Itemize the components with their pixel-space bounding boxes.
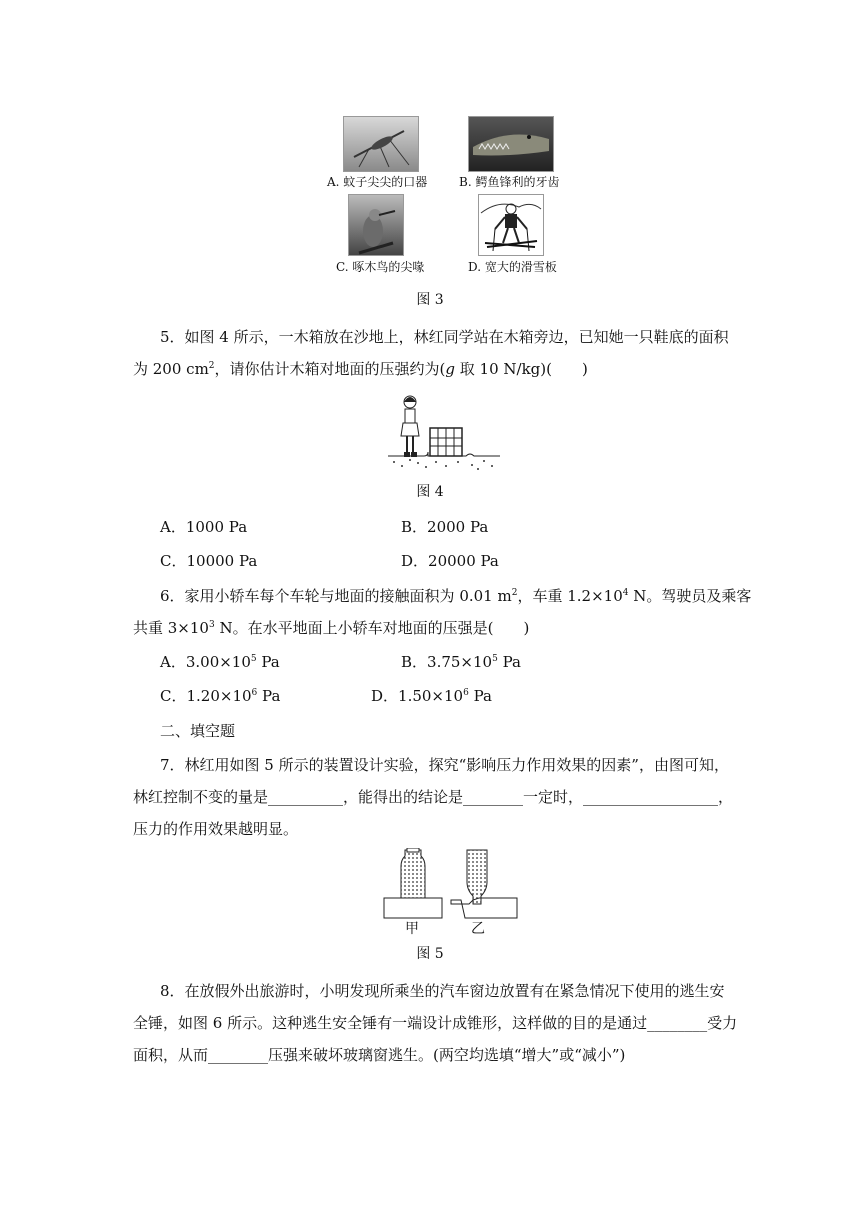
q6-option-b-mantissa: B．3.75×10 xyxy=(401,653,493,671)
q5-option-b: B．2000 Pa xyxy=(401,518,489,536)
q7-line-2: 林红控制不变的量是__________，能得出的结论是________一定时，__________________， xyxy=(133,788,734,806)
q8-line-1: 8．在放假外出旅游时，小明发现所乘坐的汽车窗边放置有在紧急情况下使用的逃生安 xyxy=(160,982,725,1000)
q5-option-d: D．20000 Pa xyxy=(401,552,499,570)
q5-option-a: A．1000 Pa xyxy=(160,518,248,536)
q6-option-c xyxy=(160,685,280,707)
q6-passenger-exponent: 3 xyxy=(208,620,215,630)
figure-3-label-c: C. 啄木鸟的尖喙 xyxy=(336,260,425,274)
q5-line-2 xyxy=(133,358,588,380)
q6-question: N。在水平地面上小轿车对地面的压强是( ) xyxy=(214,619,530,637)
q6-line-2 xyxy=(133,617,529,639)
q7-line-1: 7．林红用如图 5 所示的装置设计实验，探究“影响压力作用效果的因素”，由图可知， xyxy=(160,756,729,774)
q6-option-d-exponent: 6 xyxy=(463,688,469,698)
q6-option-a-unit: Pa xyxy=(256,653,280,671)
q5-g-value: 取 10 N/kg)( ) xyxy=(455,360,588,378)
q6-option-c-exponent: 6 xyxy=(251,688,258,698)
q6-option-b-exponent: 5 xyxy=(492,654,498,664)
skier-drawing xyxy=(478,194,544,256)
figure-3-label-b: B. 鳄鱼锋利的牙齿 xyxy=(459,175,560,189)
q6-option-a xyxy=(160,651,280,673)
figure-3-label-a: A. 蚊子尖尖的口器 xyxy=(327,175,428,189)
q6-option-d xyxy=(371,685,492,707)
q6-weight-exponent: 4 xyxy=(622,588,629,598)
woodpecker-photo xyxy=(348,194,404,256)
q6-line-1 xyxy=(160,585,751,607)
figure-5-label-jia: 甲 xyxy=(405,921,419,937)
q5-line-1: 5．如图 4 所示，一木箱放在沙地上，林红同学站在木箱旁边，已知她一只鞋底的面积 xyxy=(160,328,729,346)
q5-area-exponent: 2 xyxy=(208,361,215,371)
figure-5-label-yi: 乙 xyxy=(471,921,485,937)
section-title-fill-in: 二、填空题 xyxy=(160,722,236,740)
crocodile-photo xyxy=(468,116,554,172)
q5-question: ，请你估计木箱对地面的压强约为( xyxy=(214,360,446,378)
figure-5-caption: 图 5 xyxy=(416,946,444,962)
q6-option-b-unit: Pa xyxy=(497,653,521,671)
q7-line-3: 压力的作用效果越明显。 xyxy=(133,820,299,838)
q8-line-2: 全锤，如图 6 所示。这种逃生安全锤有一端设计成锥形，这样做的目的是通过________受力 xyxy=(133,1014,738,1032)
q6-option-a-mantissa: A．3.00×10 xyxy=(160,653,251,671)
q6-line-1-end: N。驾驶员及乘客 xyxy=(628,587,752,605)
q6-option-c-unit: Pa xyxy=(257,687,281,705)
q5-area: 为 200 cm xyxy=(133,360,209,378)
q6-option-d-mantissa: D．1.50×10 xyxy=(371,687,464,705)
q8-line-3: 面积，从而________压强来破坏玻璃窗逃生。(两空均选填“增大”或“减小”) xyxy=(133,1046,626,1064)
q5-option-c: C．10000 Pa xyxy=(160,552,258,570)
figure-3-label-d: D. 宽大的滑雪板 xyxy=(468,260,557,274)
figure-4-drawing xyxy=(388,392,500,472)
q6-option-c-mantissa: C．1.20×10 xyxy=(160,687,252,705)
q6-passenger-weight: 共重 3×10 xyxy=(133,619,209,637)
q6-option-b xyxy=(401,651,521,673)
q6-option-d-unit: Pa xyxy=(468,687,492,705)
figure-3-caption: 图 3 xyxy=(416,292,444,308)
q6-car-weight: ，车重 1.2×10 xyxy=(517,587,623,605)
figure-5-drawing xyxy=(383,848,519,920)
q5-g-symbol: g xyxy=(445,360,455,378)
figure-4-caption: 图 4 xyxy=(416,484,444,500)
q6-option-a-exponent: 5 xyxy=(250,654,257,664)
q6-contact-area: 6．家用小轿车每个车轮与地面的接触面积为 0.01 m xyxy=(160,587,512,605)
mosquito-photo xyxy=(343,116,419,172)
q6-area-exponent: 2 xyxy=(511,588,518,598)
